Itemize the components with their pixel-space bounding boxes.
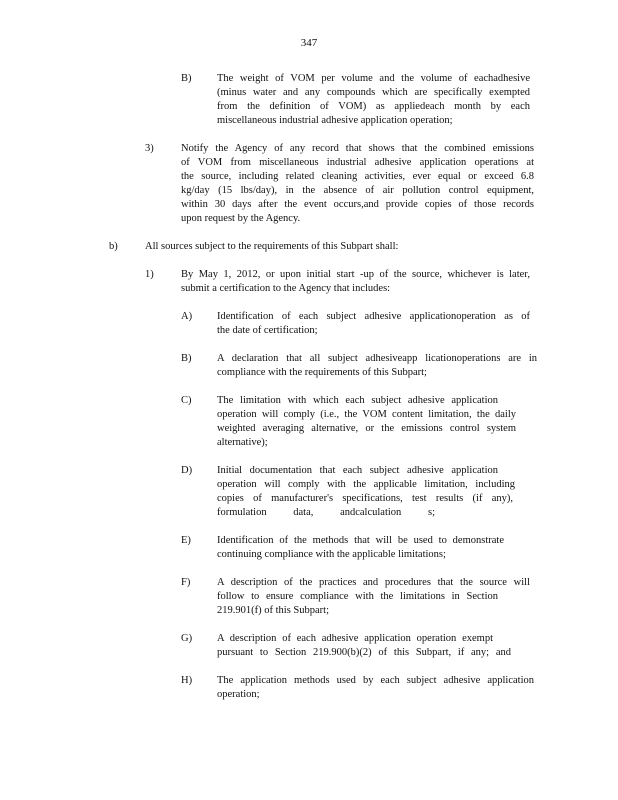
text-line: copies of manufacturer's specifications, test results (if any), xyxy=(217,493,513,504)
item-text xyxy=(217,310,530,338)
item-text xyxy=(181,142,534,226)
item-text xyxy=(181,268,530,296)
text-line: A description of the practices and procedures that the source will xyxy=(217,577,530,588)
text-line: follow to ensure compliance with the limitations in Section xyxy=(217,591,498,602)
item-text xyxy=(217,534,507,562)
item-text xyxy=(217,72,530,128)
text-line: alternative); xyxy=(217,437,268,448)
item-label: 1) xyxy=(145,269,154,280)
item-label: 3) xyxy=(145,143,154,154)
text-line: the source, including related cleaning activities, ever equal or exceed 6.8 xyxy=(181,171,534,182)
item-label: H) xyxy=(181,675,193,686)
text-line: weighted averaging alternative, or the emissions control system xyxy=(217,423,516,434)
text-line: Initial documentation that each subject adhesive application xyxy=(217,465,498,476)
text-line: pursuant to Section 219.900(b)(2) of this Subpart, if any; and xyxy=(217,647,511,658)
item-label: b) xyxy=(109,241,118,252)
text-line: (minus water and any compounds which are specifically exempted xyxy=(217,87,530,98)
text-line: the date of certification; xyxy=(217,325,318,336)
item-text xyxy=(217,464,515,520)
item-label: D) xyxy=(181,465,193,476)
text-line: A description of each adhesive application operation exempt xyxy=(217,633,493,644)
text-line: A declaration that all subject adhesiveapp licationoperations are in xyxy=(217,353,537,364)
item-text xyxy=(217,632,513,660)
item-label: A) xyxy=(181,311,193,322)
item-text xyxy=(217,576,530,618)
page-number: 347 xyxy=(300,37,318,49)
item-text xyxy=(145,240,465,254)
text-line: operation will comply with the applicable limitation, including xyxy=(217,479,515,490)
item-label: E) xyxy=(181,535,191,546)
text-line: Identification of each subject adhesive applicationoperation as of xyxy=(217,311,530,322)
item-text xyxy=(217,394,516,450)
item-text xyxy=(217,674,534,702)
text-line: Identification of the methods that will be used to demonstrate xyxy=(217,535,504,546)
item-label: C) xyxy=(181,395,192,406)
text-line: 219.901(f) of this Subpart; xyxy=(217,605,329,616)
text-line: The limitation with which each subject adhesive application xyxy=(217,395,498,406)
text-line: Notify the Agency of any record that shows that the combined emissions xyxy=(181,143,534,154)
text-line: formulation data, andcalculation s; xyxy=(217,507,435,518)
item-label: B) xyxy=(181,353,192,364)
text-line: operation will comply (i.e., the VOM content limitation, the daily xyxy=(217,409,516,420)
text-line: within 30 days after the event occurs,and provide copies of those records xyxy=(181,199,534,210)
text-line: of VOM from miscellaneous industrial adhesive application operations at xyxy=(181,157,534,168)
item-label: F) xyxy=(181,577,191,588)
text-line: operation; xyxy=(217,689,260,700)
item-label: G) xyxy=(181,633,193,644)
text-line: The application methods used by each subject adhesive application xyxy=(217,675,534,686)
text-line: compliance with the requirements of this Subpart; xyxy=(217,367,427,378)
text-line: continuing compliance with the applicable limitations; xyxy=(217,549,446,560)
item-label: B) xyxy=(181,73,192,84)
item-text xyxy=(217,352,537,380)
text-line: submit a certification to the Agency that includes: xyxy=(181,283,391,294)
text-line: kg/day (15 lbs/day), in the absence of air pollution control equipment, xyxy=(181,185,534,196)
text-line: upon request by the Agency. xyxy=(181,213,301,224)
text-line: The weight of VOM per volume and the volume of eachadhesive xyxy=(217,73,530,84)
text-line: miscellaneous industrial adhesive application operation; xyxy=(217,115,453,126)
text-line: from the definition of VOM) as appliedeach month by each xyxy=(217,101,530,112)
text-line: By May 1, 2012, or upon initial start -up of the source, whichever is later, xyxy=(181,269,530,280)
text-line: All sources subject to the requirements of this Subpart shall: xyxy=(145,241,399,252)
